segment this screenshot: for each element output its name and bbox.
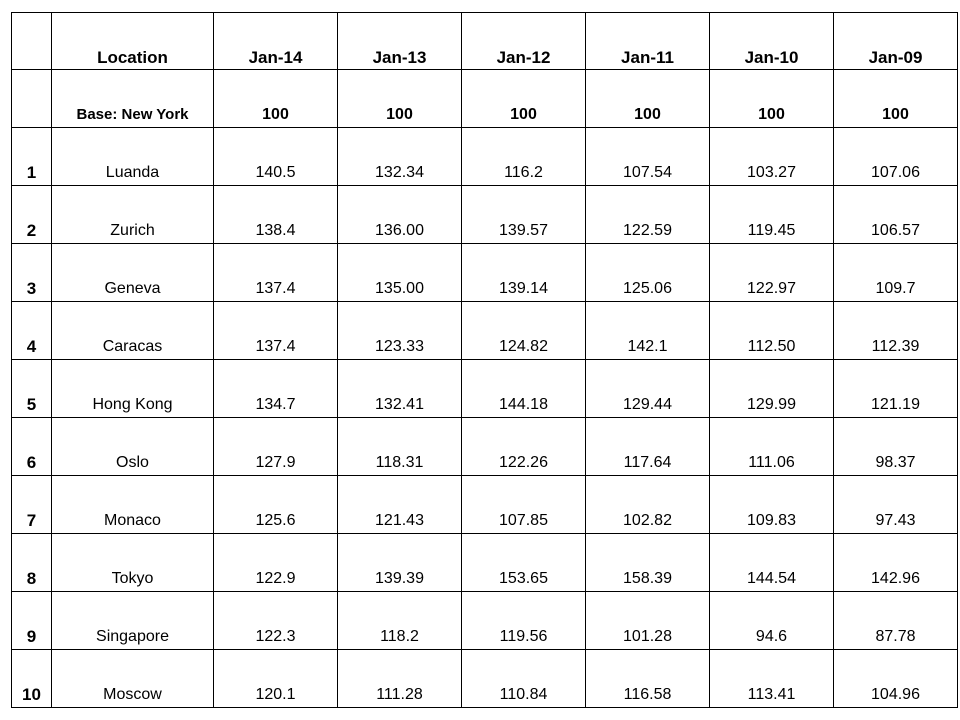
value-cell: 137.4 (214, 244, 338, 302)
value-cell: 117.64 (586, 418, 710, 476)
value-cell: 121.19 (834, 360, 958, 418)
value-cell: 139.14 (462, 244, 586, 302)
value-cell: 132.41 (338, 360, 462, 418)
rank-cell: 2 (12, 186, 52, 244)
value-cell: 118.2 (338, 592, 462, 650)
value-cell: 139.39 (338, 534, 462, 592)
location-cell: Hong Kong (52, 360, 214, 418)
table-row (12, 534, 958, 592)
value-cell: 102.82 (586, 476, 710, 534)
base-value-cell: 100 (834, 70, 958, 128)
value-cell: 118.31 (338, 418, 462, 476)
header-cell-jan-10: Jan-10 (710, 13, 834, 70)
value-cell: 135.00 (338, 244, 462, 302)
value-cell: 119.45 (710, 186, 834, 244)
location-cell: Geneva (52, 244, 214, 302)
location-cell: Monaco (52, 476, 214, 534)
rank-cell: 8 (12, 534, 52, 592)
table-row (12, 592, 958, 650)
value-cell: 129.44 (586, 360, 710, 418)
table-row (12, 476, 958, 534)
table-row (12, 186, 958, 244)
header-cell-jan-14: Jan-14 (214, 13, 338, 70)
cost-index-table (11, 12, 958, 708)
value-cell: 142.1 (586, 302, 710, 360)
rank-cell: 3 (12, 244, 52, 302)
value-cell: 132.34 (338, 128, 462, 186)
value-cell: 111.06 (710, 418, 834, 476)
value-cell: 137.4 (214, 302, 338, 360)
table-body (12, 13, 958, 708)
value-cell: 142.96 (834, 534, 958, 592)
value-cell: 125.06 (586, 244, 710, 302)
value-cell: 139.57 (462, 186, 586, 244)
value-cell: 129.99 (710, 360, 834, 418)
value-cell: 153.65 (462, 534, 586, 592)
table-row (12, 650, 958, 708)
value-cell: 107.85 (462, 476, 586, 534)
value-cell: 111.28 (338, 650, 462, 708)
table-row (12, 244, 958, 302)
value-cell: 113.41 (710, 650, 834, 708)
rank-cell: 1 (12, 128, 52, 186)
value-cell: 122.26 (462, 418, 586, 476)
value-cell: 112.50 (710, 302, 834, 360)
location-cell: Tokyo (52, 534, 214, 592)
base-row (12, 70, 958, 128)
rank-cell: 9 (12, 592, 52, 650)
table-row (12, 128, 958, 186)
value-cell: 124.82 (462, 302, 586, 360)
value-cell: 134.7 (214, 360, 338, 418)
location-cell: Zurich (52, 186, 214, 244)
value-cell: 116.2 (462, 128, 586, 186)
base-value-cell: 100 (214, 70, 338, 128)
value-cell: 87.78 (834, 592, 958, 650)
table-row (12, 360, 958, 418)
value-cell: 122.97 (710, 244, 834, 302)
value-cell: 112.39 (834, 302, 958, 360)
header-cell-jan-13: Jan-13 (338, 13, 462, 70)
base-value-cell: 100 (338, 70, 462, 128)
value-cell: 119.56 (462, 592, 586, 650)
location-cell: Luanda (52, 128, 214, 186)
value-cell: 101.28 (586, 592, 710, 650)
value-cell: 140.5 (214, 128, 338, 186)
rank-cell: 7 (12, 476, 52, 534)
rank-cell: 5 (12, 360, 52, 418)
header-cell-jan-12: Jan-12 (462, 13, 586, 70)
header-cell-location: Location (52, 13, 214, 70)
location-cell: Moscow (52, 650, 214, 708)
rank-cell: 4 (12, 302, 52, 360)
location-cell: Caracas (52, 302, 214, 360)
header-cell-jan-11: Jan-11 (586, 13, 710, 70)
value-cell: 107.06 (834, 128, 958, 186)
value-cell: 110.84 (462, 650, 586, 708)
value-cell: 122.59 (586, 186, 710, 244)
value-cell: 103.27 (710, 128, 834, 186)
value-cell: 122.3 (214, 592, 338, 650)
value-cell: 116.58 (586, 650, 710, 708)
value-cell: 123.33 (338, 302, 462, 360)
value-cell: 120.1 (214, 650, 338, 708)
header-cell-rank (12, 13, 52, 70)
table-row (12, 418, 958, 476)
value-cell: 138.4 (214, 186, 338, 244)
value-cell: 121.43 (338, 476, 462, 534)
base-value-cell: 100 (586, 70, 710, 128)
base-value-cell: 100 (462, 70, 586, 128)
value-cell: 122.9 (214, 534, 338, 592)
base-value-cell: 100 (710, 70, 834, 128)
base-row-rank-cell (12, 70, 52, 128)
value-cell: 104.96 (834, 650, 958, 708)
value-cell: 106.57 (834, 186, 958, 244)
value-cell: 97.43 (834, 476, 958, 534)
value-cell: 136.00 (338, 186, 462, 244)
location-cell: Oslo (52, 418, 214, 476)
value-cell: 98.37 (834, 418, 958, 476)
value-cell: 144.54 (710, 534, 834, 592)
header-row (12, 13, 958, 70)
value-cell: 94.6 (710, 592, 834, 650)
value-cell: 109.83 (710, 476, 834, 534)
value-cell: 127.9 (214, 418, 338, 476)
value-cell: 125.6 (214, 476, 338, 534)
header-cell-jan-09: Jan-09 (834, 13, 958, 70)
value-cell: 144.18 (462, 360, 586, 418)
location-cell: Singapore (52, 592, 214, 650)
value-cell: 158.39 (586, 534, 710, 592)
rank-cell: 6 (12, 418, 52, 476)
rank-cell: 10 (12, 650, 52, 708)
table-row (12, 302, 958, 360)
value-cell: 107.54 (586, 128, 710, 186)
value-cell: 109.7 (834, 244, 958, 302)
base-row-label: Base: New York (52, 70, 214, 128)
